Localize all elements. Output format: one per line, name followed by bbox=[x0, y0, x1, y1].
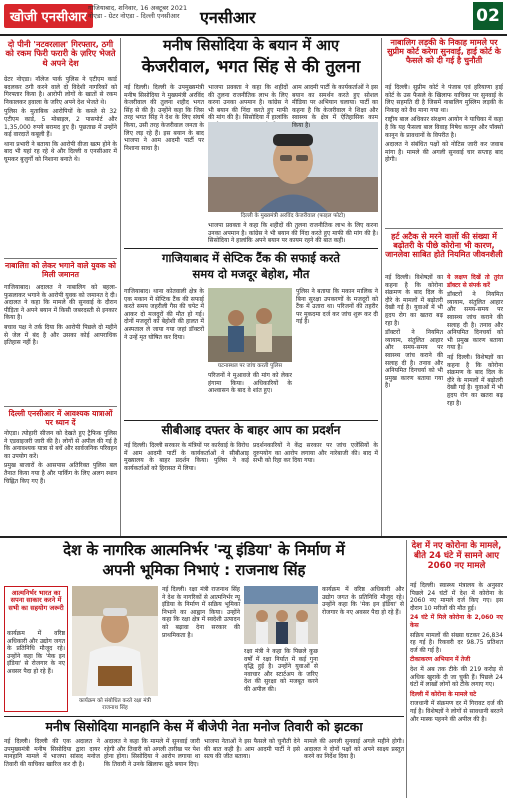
bottom-story-col2: अदालत ने कहा कि मामले में सुनवाई जारी रहेगी और तिवारी को अगली तारीख पर पेश होना होगा। सिसोदिया ने आरोप लगाया था कि तिवारी ने उनके खिलाफ झूठे बयान दिए। bbox=[104, 738, 200, 768]
covid-headline: देश में नए कोरोना के मामले, बीते 24 घंटे में सामने आए 2060 नए मामले bbox=[411, 541, 502, 571]
column-rule bbox=[120, 38, 121, 536]
divider bbox=[4, 716, 404, 717]
divider bbox=[4, 258, 117, 259]
left-headline-1: दो पीनी 'नटवरलाल' गिरफ्तार, ठगी को रकम फिरी फरारी के ज़रिए भेजते थे अपने देश bbox=[5, 39, 116, 68]
ghaziabad-story-col3: परिजनों ने मुआवजे की मांग को लेकर हंगामा किया। अधिकारियों के आश्वासन के बाद वे शांत हुए। bbox=[208, 372, 292, 395]
rajnath-headline-line2: अपनी भूमिका निभाएं : राजनाथ सिंह bbox=[102, 561, 306, 579]
main-headline-line2: केजरीवाल, भगत सिंह से की तुलना bbox=[141, 57, 361, 77]
ghaziabad-story-col2: पुलिस ने बताया कि मकान मालिक ने बिना सुरक्षा उपकरणों के मजदूरों को टैंक में उतारा था। परिजनों की तहरीर पर मुकदमा दर्ज कर जांच शुरू कर दी गई है। bbox=[296, 288, 378, 326]
main-story-col1: नई दिल्ली। दिल्ली के उपमुख्यमंत्री मनीष सिसोदिया ने मुख्यमंत्री अरविंद केजरीवाल की तुलना शहीद भगत सिंह से की है। उन्होंने कहा कि जिस तरह भगत सिंह ने देश के लिए संघर्ष किया, उसी तरह केजरीवाल जनता के लिए लड़ रहे हैं। इस बयान के बाद भाजपा ने आम आदमी पार्टी पर निशाना साधा है। bbox=[124, 84, 204, 152]
right-headline-2: हर्ट अटैक से मरने वालों की संख्या में बढ़ोतरी के पीछे कोरोना भी कारण, जानलेवा साबित होते नियमित जीवनशैली bbox=[385, 232, 503, 260]
rajnath-sidebar-headline: आत्मनिर्भर भारत का सपना साकार करने में सभी का सहयोग जरूरी bbox=[8, 589, 64, 612]
column-rule bbox=[406, 540, 407, 798]
section-rule bbox=[0, 536, 507, 538]
cbi-story-col1: नई दिल्ली। दिल्ली सरकार के मंत्रियों पर कार्रवाई के विरोध में आम आदमी पार्टी के कार्यकर्ताओं ने सीबीआइ मुख्यालय के बाहर प्रदर्शन किया। पुलिस ने कई कार्यकर्ताओं को हिरासत में लिया। bbox=[124, 442, 249, 472]
right-story-2-col1: नई दिल्ली। विशेषज्ञों का कहना है कि कोरोना संक्रमण के बाद दिल के दौरे के मामलों में बढ़ोतरी देखी गई है। युवाओं में भी हृदय रोग का खतरा बढ़ रहा है। डॉक्टरों ने नियमित व्यायाम, संतुलित आहार और समय-समय पर स्वास्थ्य जांच कराने की सलाह दी है। तनाव और अनियमित दिनचर्या को भी प्रमुख कारण बताया गया है। bbox=[385, 274, 443, 390]
divider bbox=[124, 248, 378, 249]
main-story-col2: भाजपा प्रवक्ता ने कहा कि शहीदों की तुलना राजनीतिक लाभ के लिए करना उनका अपमान है। कांग्रेस ने भी बयान की निंदा करते हुए माफी की मांग की है। सिसोदिया ने हालांकि bbox=[208, 84, 288, 122]
divider bbox=[385, 228, 503, 229]
rajnath-event-photo bbox=[244, 586, 318, 644]
section-title: एनसीआर bbox=[200, 8, 256, 27]
rajnath-story-col2: रक्षा मंत्री ने कहा कि पिछले कुछ वर्षों में रक्षा निर्यात में कई गुना वृद्धि हुई है। उन्होंने युवाओं से नवाचार और स्टार्टअप के जरिए देश की सुरक्षा को मजबूत करने की अपील की। bbox=[244, 648, 318, 693]
rajnath-story-col3: कार्यक्रम में वरिष्ठ अधिकारी और उद्योग जगत के प्रतिनिधि मौजूद रहे। उन्होंने कहा कि 'मेक इन इंडिया' से रोजगार के नए अवसर पैदा हो रहे हैं। bbox=[322, 586, 404, 616]
cbi-headline: सीबीआइ दफ्तर के बाहर आप का प्रदर्शन bbox=[161, 423, 341, 437]
cbi-story-col2: प्रदर्शनकारियों ने केंद्र सरकार पर जांच एजेंसियों के दुरुपयोग का आरोप लगाया और नारेबाजी की। बाद में सभी को रिहा कर दिया गया। bbox=[253, 442, 378, 465]
left-story-1: ग्रेटर नोएडा। नॉलेज पार्क पुलिस ने एटीएम कार्ड बदलकर ठगी करने वाले दो विदेशी नागरिकों को गिरफ्तार किया है। आरोपी लोगों के खातों से रकम निकालकर हवाला के जरिए अपने देश भेजते थे। पुलिस के मुताबिक आरोपियों के कब्जे से 32 एटीएम कार्ड, 5 मोबाइल, 2 पासपोर्ट और 1,35,000 रुपये बरामद हुए हैं। पूछताछ में उन्होंने कई वारदातें कबूली हैं। थाना प्रभारी ने बताया कि आरोपी वीजा खत्म होने के बाद भी यहां रह रहे थे और दिल्ली व एनसीआर में घूमकर बुजुर्गों को निशाना बनाते थे। bbox=[4, 76, 117, 163]
newspaper-logo: खोजी एनसीआर bbox=[4, 4, 93, 28]
right-headline-1: नाबालिग लड़की के निकाह मामले पर सुप्रीम कोर्ट करेगा सुनवाई, हाई कोर्ट के फैसले को दी गई है चुनौती bbox=[387, 38, 501, 66]
rajnath-photo-caption: कार्यक्रम को संबोधित करते रक्षा मंत्री राजनाथ सिंह bbox=[79, 698, 151, 711]
ghaziabad-photo-caption: घटनास्थल पर जांच करती पुलिस bbox=[217, 363, 283, 369]
rajnath-story-col1: नई दिल्ली। रक्षा मंत्री राजनाथ सिंह ने देश के नागरिकों से आत्मनिर्भर न्यू इंडिया के निर्माण में सक्रिय भूमिका निभाने का आह्वान किया। उन्होंने कहा कि रक्षा क्षेत्र में स्वदेशी उत्पादन को बढ़ावा देना सरकार की प्राथमिकता है। bbox=[162, 586, 240, 639]
rajnath-photo bbox=[72, 586, 158, 696]
column-rule bbox=[381, 38, 382, 536]
page-number: 02 bbox=[473, 2, 503, 30]
left-story-3: नोएडा। त्योहारी सीजन को देखते हुए ट्रैफिक पुलिस ने एडवाइजरी जारी की है। लोगों से अपील की गई है कि अनावश्यक यात्रा से बचें और सार्वजनिक परिवहन का उपयोग करें। प्रमुख बाजारों के आसपास अतिरिक्त पुलिस बल तैनात किया गया है और पार्किंग के लिए अलग स्थान चिह्नित किए गए हैं। bbox=[4, 430, 117, 485]
kejriwal-photo bbox=[208, 122, 378, 212]
ghaziabad-headline-line2: समय दो मजदूर बेहोश, मौत bbox=[192, 267, 310, 281]
main-story-continued: भाजपा प्रवक्ता ने कहा कि शहीदों की तुलना राजनीतिक लाभ के लिए करना उनका अपमान है। कांग्रेस ने भी बयान की निंदा करते हुए माफी की मांग की है। सिसोदिया ने हालांकि अपने बयान पर कायम रहने की बात कही। bbox=[208, 222, 378, 245]
divider bbox=[124, 420, 378, 421]
right-story-1: नई दिल्ली। सुप्रीम कोर्ट ने पंजाब एवं हरियाणा हाई कोर्ट के उस फैसले के खिलाफ याचिका पर सुनवाई के लिए सहमति दी है जिसमें नाबालिग मुस्लिम लड़की के निकाह को वैध माना गया था। राष्ट्रीय बाल अधिकार संरक्षण आयोग ने याचिका में कहा है कि यह फैसला बाल विवाह निषेध कानून और पॉक्सो कानून के प्रावधानों के विपरीत है। अदालत ने संबंधित पक्षों को नोटिस जारी कर जवाब मांगा है। मामले की अगली सुनवाई चार सप्ताह बाद होगी। bbox=[385, 84, 503, 164]
rajnath-headline-line1: देश के नागरिक आत्मनिर्भर 'न्यू इंडिया' के निर्माण में bbox=[63, 541, 345, 559]
bottom-headline: मनीष सिसोदिया मानहानि केस में बीजेपी नेता मनोज तिवारी को झटका bbox=[45, 719, 363, 734]
main-story-col3: आम आदमी पार्टी के कार्यकर्ताओं ने इस बयान का समर्थन करते हुए सोशल मीडिया पर अभियान चलाया। पार्टी का कहना है कि केजरीवाल ने शिक्षा और स्वास्थ्य के क्षेत्र में ऐतिहासिक काम किया है। bbox=[292, 84, 378, 129]
bottom-story-col4: मामले की अगली सुनवाई अगले महीने होगी। अदालत ने दोनों पक्षों को अपने साक्ष्य प्रस्तुत करने का निर्देश दिया है। bbox=[304, 738, 404, 761]
bottom-story-col3: भाजपा नेताओं ने इस फैसले को चुनौती देने की बात कही है। आम आदमी पार्टी ने इसे सत्य की जीत बताया। bbox=[204, 738, 300, 761]
bottom-story-col1: नई दिल्ली। दिल्ली की एक अदालत ने उपमुख्यमंत्री मनीष सिसोदिया द्वारा दायर मानहानि मामले में भाजपा सांसद मनोज तिवारी की याचिका खारिज कर दी है। bbox=[4, 738, 100, 768]
masthead-rule bbox=[0, 34, 507, 36]
left-headline-2: नाबालिग़ को लेकर भगाने वाले युवक को मिली जमानत bbox=[4, 261, 116, 279]
left-story-2: गाजियाबाद। अदालत ने नाबालिग को बहला-फुसलाकर भगाने के आरोपी युवक को जमानत दे दी। अदालत ने कहा कि मामले की सुनवाई के दौरान पीड़िता ने अपने बयान में किसी जबरदस्ती से इनकार किया है। बचाव पक्ष ने तर्क दिया कि आरोपी पिछले दो महीने से जेल में बंद है और उसका कोई आपराधिक इतिहास नहीं है। bbox=[4, 284, 117, 347]
edition-info: गाजियाबाद, शनिवार, 16 अक्टूबर 2021 नोएडा - ग्रेटर नोएडा - दिल्ली एनसीआर bbox=[88, 4, 188, 20]
right-story-2-col2: ये लक्षण दिखें तो तुरंत डॉक्टर से संपर्क करें डॉक्टरों ने नियमित व्यायाम, संतुलित आहार और समय-समय पर स्वास्थ्य जांच कराने की सलाह दी है। तनाव और अनियमित दिनचर्या को भी प्रमुख कारण बताया गया है। नई दिल्ली। विशेषज्ञों का कहना है कि कोरोना संक्रमण के बाद दिल के दौरे के मामलों में बढ़ोतरी देखी गई है। युवाओं में भी हृदय रोग का खतरा बढ़ रहा है। bbox=[447, 274, 503, 407]
ghaziabad-story-col1: गाजियाबाद। थाना कोतवाली क्षेत्र के एक मकान में सेप्टिक टैंक की सफाई करते समय जहरीली गैस की चपेट में आकर दो मजदूरों की मौत हो गई। दोनों मजदूरों को बेहोशी की हालत में अस्पताल ले जाया गया जहां डॉक्टरों ने उन्हें मृत घोषित कर दिया। bbox=[124, 288, 204, 341]
rajnath-sidebar-text: कार्यक्रम में वरिष्ठ अधिकारी और उद्योग जगत के प्रतिनिधि मौजूद रहे। उन्होंने कहा कि 'मेक इन इंडिया' से रोजगार के नए अवसर पैदा हो रहे हैं। bbox=[7, 630, 65, 675]
ghaziabad-photo bbox=[208, 288, 292, 362]
main-photo-caption: दिल्ली के मुख्यमंत्री अरविंद केजरीवाल (फाइल फोटो) bbox=[240, 213, 346, 219]
ghaziabad-headline-line1: गाजियाबाद में सेप्टिक टैंक की सफाई करते bbox=[162, 251, 340, 265]
covid-story: नई दिल्ली। स्वास्थ्य मंत्रालय के अनुसार पिछले 24 घंटों में देश में कोरोना के 2060 नए मामले दर्ज किए गए। इस दौरान 10 मरीजों की मौत हुई। 24 घंटे में मिले कोरोना के 2,060 नए केस सक्रिय मामलों की संख्या घटकर 26,834 रह गई है। रिकवरी दर 98.75 प्रतिशत दर्ज की गई है। टीकाकरण अभियान में तेजी देश में अब तक टीके की 219 करोड़ से अधिक खुराकें दी जा चुकी हैं। पिछले 24 घंटों में लाखों लोगों को टीके लगाए गए। दिल्ली में कोरोना के मामले घटे राजधानी में संक्रमण दर में गिरावट दर्ज की गई है। विशेषज्ञों ने लोगों से सावधानी बरतने और मास्क पहनने की अपील की है। bbox=[410, 582, 503, 723]
left-headline-3: दिल्ली एनसीआर में आवश्यक यात्राओं पर ध्यान दें bbox=[8, 409, 113, 427]
main-headline-line1: मनीष सिसोदिया के बयान में आए bbox=[163, 38, 339, 54]
divider bbox=[4, 406, 117, 407]
masthead bbox=[0, 0, 507, 34]
